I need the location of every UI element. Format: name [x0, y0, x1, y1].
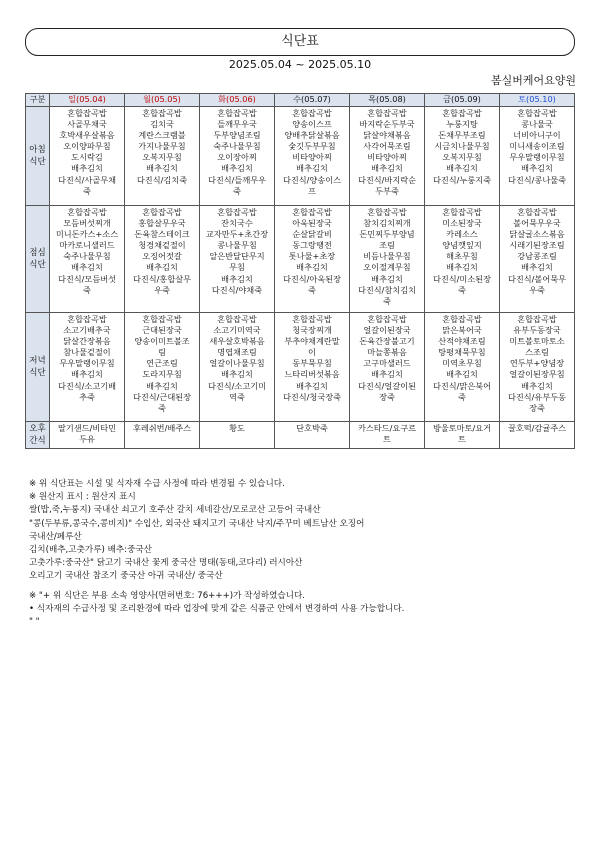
menu-item: 다진식/소고기미 — [207, 380, 267, 391]
meal-row-label — [26, 107, 50, 206]
menu-item: 소고기배추국 — [63, 325, 111, 336]
menu-item: 아욱된장국 — [292, 218, 332, 229]
menu-item: 배추김치 — [146, 163, 178, 174]
menu-item: 다진식/청국장죽 — [282, 391, 342, 402]
menu-cell — [200, 107, 275, 206]
menu-item: 톳나물+초장 — [288, 251, 336, 262]
menu-item: 숙주나물무침 — [63, 251, 111, 262]
menu-item: 배추김치 — [371, 369, 403, 380]
menu-item: 죽 — [83, 284, 91, 295]
menu-item: 혼합잡곡밥 — [517, 108, 557, 118]
menu-item: 양송이스프 — [292, 119, 332, 130]
menu-item: 다진식/유부두동 — [507, 391, 567, 402]
note-line: 오리고기 국내산 참조기 중국산 아귀 국내산/ 중국산 — [29, 571, 223, 582]
menu-item: 얼갈이나물무침 — [209, 358, 265, 369]
menu-item: 연두부+양념장 — [509, 358, 565, 369]
menu-item: 콩나물무침 — [217, 240, 257, 251]
menu-item: 비듬나물무침 — [363, 251, 411, 262]
menu-item: 이 — [308, 347, 316, 358]
menu-item: 근대된장국 — [142, 325, 182, 336]
menu-item: 단호박죽 — [296, 423, 328, 433]
menu-cell — [50, 313, 125, 422]
note-line: "콩(두부류,콩국수,콩비지)" 수입산, 외국산 돼지고기 국내산 낙지/주꾸미 베트남산 오징어 — [29, 518, 365, 529]
menu-item: 프 — [308, 185, 316, 196]
menu-item: 미니새송이조림 — [509, 141, 565, 152]
menu-item: 배추김치 — [521, 262, 553, 273]
day-header: 금(05.09) — [425, 94, 500, 107]
menu-item: 다진식/홍합살무 — [132, 273, 192, 284]
menu-item: 배추김치 — [221, 273, 253, 284]
menu-item: 닭살간장볶음 — [63, 336, 111, 347]
menu-item: 돈육참스테이크 — [134, 229, 190, 240]
menu-cell — [50, 206, 125, 313]
day-header: 화(05.06) — [200, 94, 275, 107]
menu-item: 다진식/소고기배 — [57, 380, 117, 391]
menu-cell — [350, 422, 425, 449]
menu-item: 강남콩조림 — [517, 251, 557, 262]
menu-item: 비타양아찌 — [367, 152, 407, 163]
day-header: 토(05.10) — [500, 94, 575, 107]
menu-item: 소고기미역국 — [213, 325, 261, 336]
menu-item: 혼합잡곡밥 — [142, 108, 182, 118]
menu-cell — [200, 313, 275, 422]
menu-item: 부추야채계란말 — [284, 336, 340, 347]
menu-item: 청경채겉절이 — [138, 240, 186, 251]
menu-item: 혼합잡곡밥 — [67, 314, 107, 324]
menu-item: 마카로니샐러드 — [59, 240, 115, 251]
footnote-line: " " — [29, 616, 40, 627]
menu-cell — [200, 206, 275, 313]
meal-row — [26, 313, 575, 422]
menu-item: 너비아니구이 — [513, 130, 561, 141]
menu-item: 다진식/바지락순 — [357, 174, 417, 185]
menu-item: 순살닭갈비 — [292, 229, 332, 240]
footnote-line: • 식자재의 수급사정 및 조리환경에 따라 업장에 맞게 같은 식품군 안에서 변경하여 사용 가능합니다. — [29, 603, 405, 614]
menu-cell — [275, 422, 350, 449]
menu-item: 계란스크램블 — [138, 130, 186, 141]
menu-item: 두부양념조림 — [213, 130, 261, 141]
menu-item: 림 — [158, 347, 166, 358]
menu-item: 배추김치 — [221, 163, 253, 174]
menu-item: 돈민찌두부양념 — [359, 229, 415, 240]
menu-item: 바지락순두부국 — [359, 119, 415, 130]
day-header: 수(05.07) — [275, 94, 350, 107]
menu-item: 산적야채조림 — [438, 336, 486, 347]
menu-item: 참치김치찌개 — [363, 218, 411, 229]
menu-item: 죽 — [458, 391, 466, 402]
menu-item: 오이절계무침 — [363, 262, 411, 273]
menu-item: 새우살호박볶음 — [209, 336, 265, 347]
menu-item: 청국장찌개 — [292, 325, 332, 336]
note-line: 국내산/페루산 — [29, 531, 82, 542]
menu-item: 조림 — [379, 240, 395, 251]
menu-item: 죽 — [458, 284, 466, 295]
menu-item: 혼합잡곡밥 — [442, 314, 482, 324]
menu-item: 다진식/사골무채 — [57, 174, 117, 185]
menu-item: 양념깻잎지 — [442, 240, 482, 251]
menu-item: 배추김치 — [71, 163, 103, 174]
menu-item: 역죽 — [229, 391, 245, 402]
menu-item: 닭살굴소스볶음 — [509, 229, 565, 240]
menu-item: 다진식/참치김치 — [357, 284, 417, 295]
menu-item: 다진식/누룽지죽 — [432, 174, 492, 185]
menu-item: 배추김치 — [296, 163, 328, 174]
menu-item: 죽 — [83, 185, 91, 196]
menu-item: 양배추닭살볶음 — [284, 130, 340, 141]
menu-cell — [125, 313, 200, 422]
menu-item: 오이양파무침 — [63, 141, 111, 152]
meal-label-line: 간식 — [29, 436, 46, 446]
menu-item: 미역초무침 — [442, 358, 482, 369]
menu-item: 숯깃두부무침 — [288, 141, 336, 152]
menu-item: 다진식/아욱된장 — [282, 273, 342, 284]
menu-item: 닭살야채볶음 — [363, 130, 411, 141]
menu-cell — [500, 313, 575, 422]
menu-item: 참나물겉절이 — [63, 347, 111, 358]
menu-period: 2025.05.04 ~ 2025.05.10 — [228, 58, 372, 71]
menu-item: 김치국 — [150, 119, 174, 130]
menu-item: 우죽 — [529, 284, 545, 295]
menu-cell — [200, 422, 275, 449]
menu-item: 혼합잡곡밥 — [67, 207, 107, 217]
menu-item: 혼합잡곡밥 — [367, 108, 407, 118]
menu-item: 다진식/얼갈이된 — [357, 380, 417, 391]
menu-item: 배추김치 — [371, 273, 403, 284]
menu-item: 배추김치 — [521, 163, 553, 174]
menu-item: 동그랑땡전 — [292, 240, 332, 251]
menu-item: 다진식/야채죽 — [211, 284, 263, 295]
menu-item: 사각어묵조림 — [363, 141, 411, 152]
note-line: ※ 위 식단표는 시설 및 식자재 수급 사정에 따라 변경될 수 있습니다. — [29, 479, 285, 489]
menu-item: 마늘쫑볶음 — [367, 347, 407, 358]
table-corner-header: 구분 — [26, 94, 50, 107]
day-header: 월(05.05) — [125, 94, 200, 107]
menu-item: 죽 — [383, 295, 391, 306]
menu-item: 꿀호떡/감귤주스 — [507, 423, 567, 433]
meal-row-label — [26, 206, 50, 313]
menu-cell — [425, 313, 500, 422]
menu-item: 배추김치 — [296, 262, 328, 273]
menu-item: 다진식/양송이스 — [282, 174, 342, 185]
menu-item: 무우말랭이무침 — [59, 358, 115, 369]
menu-item: 유부두동장국 — [513, 325, 561, 336]
menu-item: 다진식/맑은북어 — [432, 380, 492, 391]
menu-item: 가지나물무침 — [138, 141, 186, 152]
menu-cell — [350, 206, 425, 313]
note-line: 고춧가루:중국산" 닭고기 국내산 꽃게 중국산 명태(동태,코다리) 러시아산 — [29, 558, 303, 569]
menu-item: 배추김치 — [146, 262, 178, 273]
menu-item: 양송이미트볼조 — [134, 336, 190, 347]
menu-cell — [50, 107, 125, 206]
menu-item: 무침 — [229, 262, 245, 273]
menu-item: 혼합잡곡밥 — [442, 207, 482, 217]
menu-title: 식단표 — [25, 28, 575, 56]
menu-item: 다진식/미소된장 — [432, 273, 492, 284]
menu-item: 배추김치 — [446, 369, 478, 380]
menu-item: 해초무침 — [446, 251, 478, 262]
menu-item: 혼합잡곡밥 — [217, 207, 257, 217]
menu-cell — [125, 107, 200, 206]
menu-item: 배추김치 — [296, 380, 328, 391]
menu-item: 동부묵무침 — [292, 358, 332, 369]
menu-item: 다진식/콩나물죽 — [507, 174, 567, 185]
note-line: 김치(배추,고춧가루) 배추:중국산 — [29, 545, 152, 556]
menu-item: 모듬버섯찌개 — [63, 218, 111, 229]
menu-item: 죽 — [233, 185, 241, 196]
menu-item: 맑은북어국 — [442, 325, 482, 336]
menu-item: 배추김치 — [71, 369, 103, 380]
menu-item: 배추김치 — [446, 163, 478, 174]
menu-item: 배추김치 — [521, 380, 553, 391]
menu-item: 추죽 — [79, 391, 95, 402]
menu-item: 장죽 — [529, 402, 545, 413]
menu-item: 콩나물국 — [521, 119, 553, 130]
menu-cell — [350, 313, 425, 422]
menu-item: 혼합잡곡밥 — [142, 314, 182, 324]
facility-name: 봄실버케어요양원 — [490, 74, 576, 87]
menu-item: 얼갈이된장무침 — [509, 369, 565, 380]
footnote-line: ※ "+ 위 식단은 부용 소속 영양사(면허번호: 76+++)가 작성하였습니다. — [29, 591, 306, 601]
menu-item: 배추김치 — [371, 163, 403, 174]
menu-cell — [125, 206, 200, 313]
menu-item: 혼합잡곡밥 — [142, 207, 182, 217]
menu-item: 비타양아찌 — [292, 152, 332, 163]
meal-label-line: 점심 — [29, 248, 46, 258]
menu-item: 알은반달단무지 — [209, 251, 265, 262]
menu-item: 연근조림 — [146, 358, 178, 369]
menu-item: 얼갈이된장국 — [363, 325, 411, 336]
menu-item: 느타리버섯볶음 — [284, 369, 340, 380]
menu-item: 돈육간장불고기 — [359, 336, 415, 347]
menu-item: 무우말랭이무침 — [509, 152, 565, 163]
menu-item: 혼합잡곡밥 — [217, 108, 257, 118]
menu-item: 미니돈카스+소스 — [55, 229, 119, 240]
menu-item: 장죽 — [379, 391, 395, 402]
menu-item: 교자만두+초간장 — [205, 229, 269, 240]
menu-item: 후레쉬번/배주스 — [132, 423, 192, 433]
menu-item: 혼합잡곡밥 — [367, 314, 407, 324]
menu-cell — [500, 206, 575, 313]
menu-item: 황도 — [229, 423, 245, 433]
menu-item: 오복지무침 — [142, 152, 182, 163]
menu-cell — [50, 422, 125, 449]
menu-cell — [350, 107, 425, 206]
menu-item: 오징어젓갈 — [142, 251, 182, 262]
menu-cell — [275, 107, 350, 206]
menu-item: 들깨무우국 — [217, 119, 257, 130]
meal-row — [26, 422, 575, 449]
menu-item: 배추김치 — [446, 262, 478, 273]
meal-label-line: 오후 — [29, 424, 46, 434]
menu-item: 호박새우살볶음 — [59, 130, 115, 141]
menu-item: 혼합잡곡밥 — [442, 108, 482, 118]
menu-item: 배추김치 — [71, 262, 103, 273]
menu-item: 카스타드/요구르 — [357, 423, 417, 433]
menu-item: 다진식/모듬버섯 — [57, 273, 117, 284]
menu-item: 시래기된장조림 — [509, 240, 565, 251]
menu-item: 카레소스 — [446, 229, 478, 240]
menu-item: 오복지무침 — [442, 152, 482, 163]
meal-row-label — [26, 313, 50, 422]
note-line: ※ 원산지 표시 : 원산지 표시 — [29, 492, 136, 503]
menu-item: 볼어묵무우국 — [513, 218, 561, 229]
menu-item: 시금치나물무침 — [434, 141, 490, 152]
menu-item: 홍합살무우국 — [138, 218, 186, 229]
menu-cell — [275, 206, 350, 313]
menu-item: 트 — [458, 434, 466, 445]
menu-cell — [500, 107, 575, 206]
menu-item: 사골무채국 — [67, 119, 107, 130]
menu-item: 미소된장국 — [442, 218, 482, 229]
menu-item: 혼합잡곡밥 — [217, 314, 257, 324]
menu-item: 배추김치 — [221, 369, 253, 380]
menu-item: 잔치국수 — [221, 218, 253, 229]
footnotes — [29, 590, 589, 628]
menu-item: 돈채무부조림 — [438, 130, 486, 141]
menu-item: 명엽채조림 — [217, 347, 257, 358]
menu-table — [25, 93, 575, 449]
menu-item: 혼합잡곡밥 — [367, 207, 407, 217]
menu-item: 다진식/볼어묵무 — [507, 273, 567, 284]
menu-cell — [425, 107, 500, 206]
menu-item: 오이장아찌 — [217, 152, 257, 163]
menu-item: 트 — [383, 434, 391, 445]
menu-item: 도라지무침 — [142, 369, 182, 380]
menu-item: 두부죽 — [375, 185, 399, 196]
meal-label-line: 식단 — [29, 260, 46, 270]
origin-notes — [29, 478, 589, 584]
meal-label-line: 식단 — [29, 157, 46, 167]
menu-item: 딸기샌드/비타민 — [57, 423, 117, 433]
menu-cell — [125, 422, 200, 449]
menu-item: 혼합잡곡밥 — [292, 108, 332, 118]
note-line: 쌀(밥,죽,누룽지) 국내산 쇠고기 호주산 갈치 세네갈산/모로코산 고등어 국내산 — [29, 505, 321, 516]
menu-item: 혼합잡곡밥 — [292, 207, 332, 217]
menu-item: 다진식/들깨무우 — [207, 174, 267, 185]
meal-label-line: 아침 — [29, 145, 46, 155]
menu-item: 미트볼토마토소 — [509, 336, 565, 347]
menu-cell — [500, 422, 575, 449]
meal-row-label — [26, 422, 50, 449]
meal-row — [26, 206, 575, 313]
menu-item: 스조림 — [525, 347, 549, 358]
meal-label-line: 저녁 — [29, 356, 46, 366]
menu-item: 다진식/근대된장 — [132, 391, 192, 402]
menu-item: 도시락김 — [71, 152, 103, 163]
menu-item: 탕평채묵무침 — [438, 347, 486, 358]
menu-cell — [275, 313, 350, 422]
menu-item: 혼합잡곡밥 — [517, 314, 557, 324]
menu-cell — [425, 422, 500, 449]
menu-cell — [425, 206, 500, 313]
menu-item: 다진식/김치죽 — [136, 174, 188, 185]
menu-item: 혼합잡곡밥 — [67, 108, 107, 118]
day-header: 목(05.08) — [350, 94, 425, 107]
day-header: 일(05.04) — [50, 94, 125, 107]
meal-label-line: 식단 — [29, 368, 46, 378]
menu-item: 두유 — [79, 434, 95, 445]
meal-row — [26, 107, 575, 206]
menu-item: 누룽지탕 — [446, 119, 478, 130]
menu-item: 방울토마토/요거 — [432, 423, 492, 433]
menu-item: 고구마샐러드 — [363, 358, 411, 369]
menu-item: 혼합잡곡밥 — [517, 207, 557, 217]
menu-item: 배추김치 — [146, 380, 178, 391]
menu-item: 혼합잡곡밥 — [292, 314, 332, 324]
menu-item: 죽 — [308, 284, 316, 295]
menu-item: 숙주나물무침 — [213, 141, 261, 152]
menu-item: 죽 — [158, 402, 166, 413]
menu-item: 우죽 — [154, 284, 170, 295]
